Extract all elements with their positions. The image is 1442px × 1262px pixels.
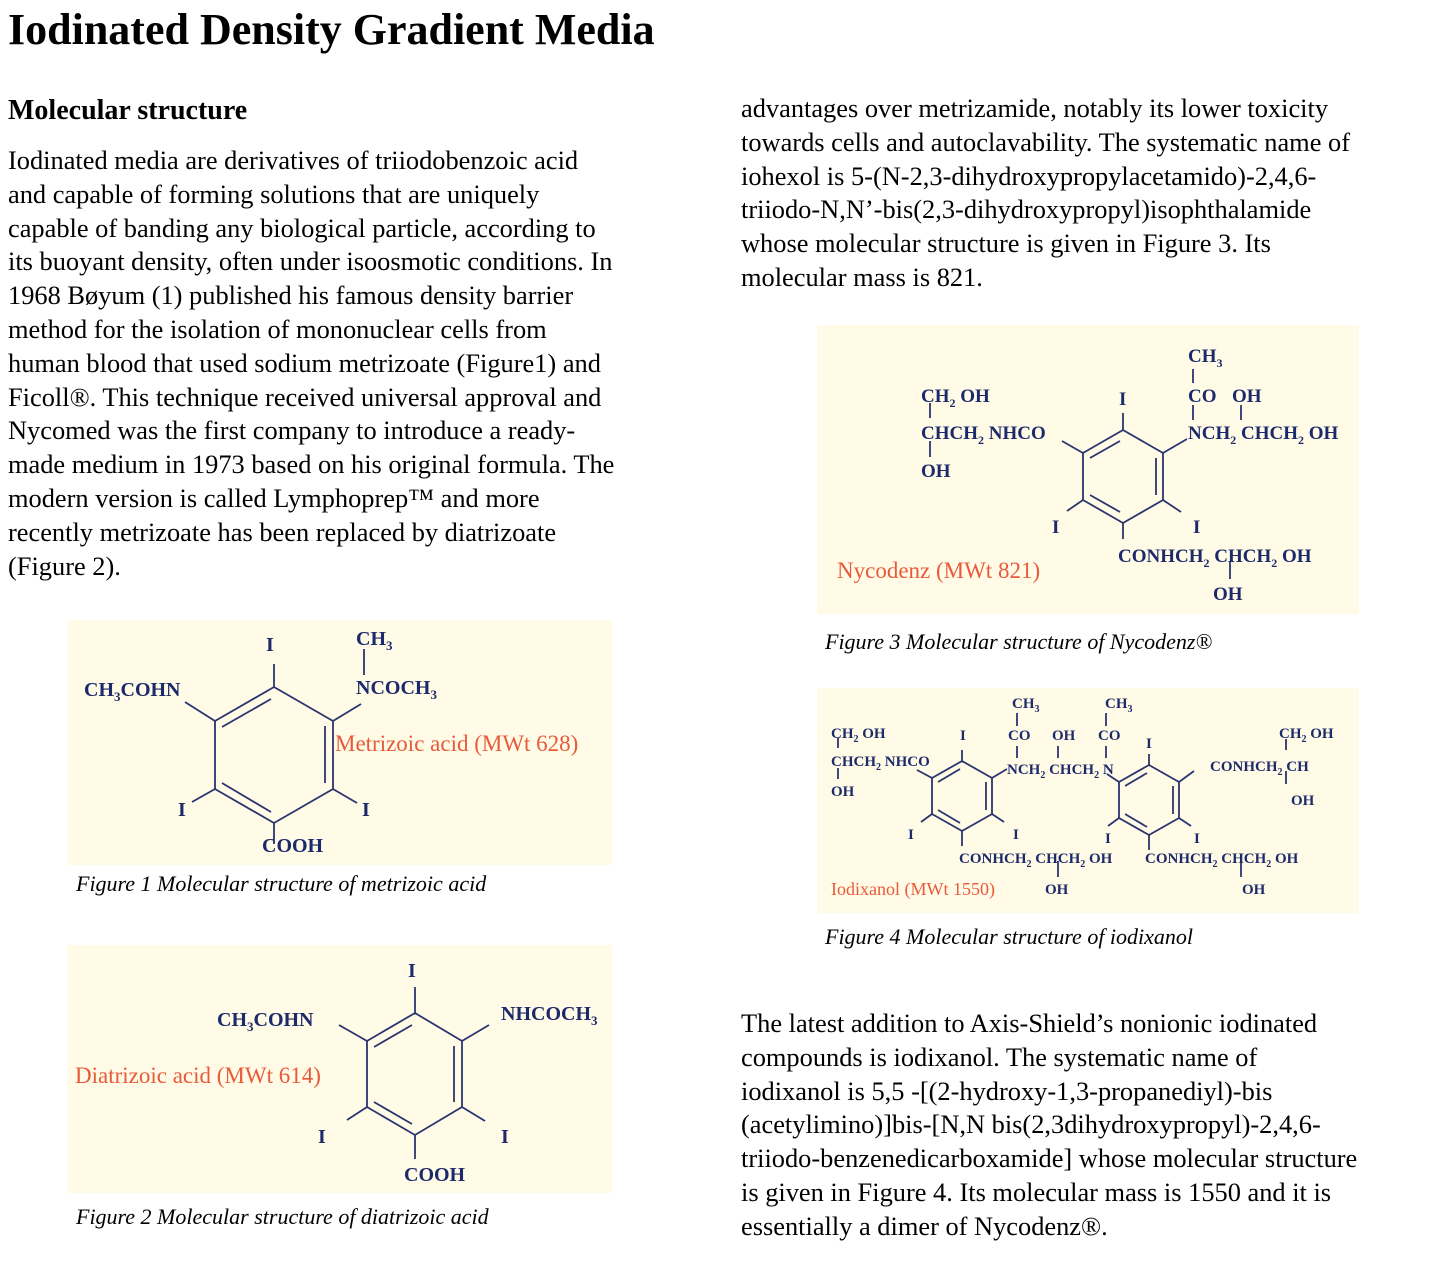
- iodine-label: I: [1146, 736, 1152, 752]
- iodine-label: I: [318, 1126, 326, 1148]
- carboxamide-chain-label: $CONHCH_2$ $CHCH_2$ OH: [959, 851, 1113, 870]
- amide-chain-label: $CHCH_2$ NHCO: [921, 423, 1046, 447]
- text-line: is given in Figure 4. Its molecular mass is 1550 and it is: [741, 1176, 1332, 1207]
- text-line: Nycomed was the first company to introduce a ready-: [8, 415, 576, 446]
- figure-1-caption: Figure 1 Molecular structure of metrizoic acid: [76, 871, 487, 896]
- hydroxymethyl-label: $CH_2$ OH: [831, 726, 886, 745]
- iodine-label: I: [501, 1126, 509, 1148]
- text-line: whose molecular structure is given in Figure 3. Its: [741, 228, 1271, 259]
- hydroxyl-label: OH: [1045, 882, 1069, 898]
- text-line: triiodo-N,N’-bis(2,3-dihydroxypropyl)isophthalamide: [741, 194, 1312, 225]
- substituent-bond: [1163, 500, 1181, 512]
- ring-double-bond: [1090, 441, 1120, 458]
- iodine-label: I: [266, 634, 274, 656]
- iodine-label: I: [1013, 827, 1019, 843]
- text-line: iohexol is 5-(N-2,3-dihydroxypropylacetamido)-2,4,6-: [741, 160, 1317, 191]
- text-line: recently metrizoate has been replaced by diatrizoate: [8, 516, 557, 547]
- acetamido-label: $CH_3COHN$: [84, 679, 181, 704]
- text-line: human blood that used sodium metrizoate (Figure1) and: [8, 347, 601, 378]
- ring-double-bond: [1125, 773, 1147, 786]
- carboxamide-chain-label: $CONHCH_2$ CH: [1210, 759, 1309, 778]
- text-line: Iodinated media are derivatives of triiodobenzoic acid: [8, 145, 579, 175]
- substituent-bond: [1067, 500, 1083, 511]
- hydroxymethyl-label: $CH_2$ OH: [921, 386, 990, 410]
- hydroxyl-label: OH: [1213, 584, 1243, 605]
- text-line: triiodo-benzenedicarboxamide] whose molecular structure: [741, 1143, 1358, 1174]
- iodine-label: I: [1193, 517, 1201, 538]
- substituent-bond: [1108, 818, 1119, 826]
- dihydroxypropyl-chain-label: $NCH_2$ $CHCH_2$ OH: [1188, 423, 1339, 447]
- hydroxyl-label: OH: [1291, 793, 1315, 809]
- iodine-label: I: [908, 827, 914, 843]
- substituent-bond: [917, 770, 932, 778]
- metrizoic-acid-structure: [67, 620, 612, 865]
- substituent-bond: [339, 1025, 367, 1041]
- text-line: (acetylimino)]bis-[N,N bis(2,3dihydroxypropyl)-2,4,6-: [741, 1109, 1321, 1140]
- carboxamide-chain-label: $CONHCH_2$ $CHCH_2$ OH: [1145, 851, 1299, 870]
- hydroxyl-label: OH: [1232, 386, 1262, 407]
- acetamido-label: $CH_3COHN$: [217, 1009, 314, 1034]
- text-line: its buoyant density, often under isoosmotic conditions. In: [8, 246, 613, 277]
- compound-name: Nycodenz (MWt 821): [837, 558, 1041, 583]
- substituent-bond: [462, 1107, 485, 1121]
- methylacetamido-label: $NCOCH_3$: [356, 677, 437, 702]
- text-line: towards cells and autoclavability. The systematic name of: [741, 126, 1350, 157]
- hydroxyl-label: OH: [1052, 728, 1076, 744]
- benzene-ring-left: [917, 750, 1007, 846]
- substituent-bond: [992, 769, 1007, 778]
- section-heading: Molecular structure: [8, 95, 248, 126]
- figure-4-caption: Figure 4 Molecular structure of iodixanol: [825, 924, 1194, 949]
- substituent-bond: [921, 814, 932, 822]
- ring-double-bond: [374, 1102, 412, 1124]
- methyl-label: $CH_3$: [1105, 696, 1133, 715]
- figure-2-diatrizoic-acid: [67, 945, 612, 1193]
- ring-double-bond: [1090, 495, 1120, 512]
- carboxamide-chain-label: $CONHCH_2$ $CHCH_2$ OH: [1118, 546, 1312, 570]
- text-line: advantages over metrizamide, notably its lower toxicity: [741, 93, 1329, 123]
- ring-double-bond: [938, 769, 960, 782]
- substituent-bond: [333, 789, 357, 803]
- carbonyl-label: CO: [1188, 386, 1217, 407]
- figure-4-iodixanol: [817, 688, 1359, 913]
- figure-3-nycodenz: [817, 325, 1359, 614]
- iodixanol-structure: [817, 688, 1359, 913]
- substituent-bond: [1163, 439, 1187, 453]
- page-title: Iodinated Density Gradient Media: [8, 5, 655, 54]
- compound-name: Iodixanol (MWt 1550): [831, 879, 995, 899]
- text-line: The latest addition to Axis-Shield’s nonionic iodinated: [741, 1008, 1318, 1038]
- compound-name: Metrizoic acid (MWt 628): [335, 731, 579, 756]
- text-line: 1968 Bøyum (1) published his famous density barrier: [8, 280, 574, 311]
- methyl-label: $CH_3$: [1188, 346, 1223, 370]
- carboxyl-label: COOH: [262, 835, 324, 857]
- carboxyl-label: COOH: [404, 1164, 466, 1186]
- hydroxyl-label: OH: [831, 784, 855, 800]
- text-line: compounds is iodixanol. The systematic name of: [741, 1041, 1258, 1072]
- substituent-bond: [992, 814, 1004, 822]
- text-line: modern version is called Lymphoprep™ and more: [8, 482, 540, 513]
- iohexol-paragraph: [741, 92, 1350, 295]
- figure-1-metrizoic-acid: [67, 620, 612, 865]
- ring-double-bond: [1125, 814, 1147, 827]
- substituent-bond: [462, 1025, 489, 1041]
- substituent-bond: [347, 1107, 367, 1120]
- substituent-bond: [1179, 818, 1191, 826]
- ring-bond: [1119, 765, 1179, 835]
- substituent-bond: [1062, 441, 1083, 453]
- amide-chain-label: $CHCH_2$ NHCO: [831, 754, 930, 773]
- iodine-label: I: [408, 960, 416, 982]
- hydroxyl-label: OH: [1242, 882, 1266, 898]
- compound-name: Diatrizoic acid (MWt 614): [75, 1063, 321, 1088]
- benzene-ring-right: [1107, 754, 1194, 850]
- substituent-bond: [185, 702, 215, 721]
- intro-paragraph: [8, 144, 614, 583]
- benzene-ring: [339, 987, 489, 1159]
- ring-bond: [367, 1013, 462, 1135]
- figure-2-caption: Figure 2 Molecular structure of diatrizoic acid: [76, 1204, 489, 1229]
- diatrizoic-acid-structure: [67, 945, 612, 1193]
- ring-bond: [1083, 430, 1163, 523]
- substituent-bond: [1179, 771, 1194, 782]
- figure-3-caption: Figure 3 Molecular structure of Nycodenz®: [825, 629, 1213, 654]
- hydroxyl-label: OH: [921, 461, 951, 482]
- iodixanol-paragraph: [741, 1007, 1357, 1244]
- iodine-label: I: [178, 799, 186, 821]
- ring-double-bond: [938, 810, 960, 823]
- acetamido-label: $NHCOCH_3$: [501, 1003, 598, 1028]
- iodine-label: I: [960, 728, 966, 744]
- text-line: method for the isolation of mononuclear cells from: [8, 313, 547, 344]
- iodine-label: I: [362, 799, 370, 821]
- text-line: Ficoll®. This technique received universal approval and: [8, 381, 602, 412]
- methyl-label: $CH_3$: [1012, 696, 1040, 715]
- ring-bond: [215, 687, 333, 823]
- iodine-label: I: [1052, 517, 1060, 538]
- text-line: molecular mass is 821.: [741, 261, 983, 292]
- text-line: capable of banding any biological particle, according to: [8, 212, 596, 243]
- text-line: (Figure 2).: [8, 550, 121, 581]
- text-line: essentially a dimer of Nycodenz®.: [741, 1210, 1108, 1241]
- iodine-label: I: [1194, 831, 1200, 847]
- text-line: and capable of forming solutions that are uniquely: [8, 178, 540, 209]
- carbonyl-label: CO: [1098, 728, 1121, 744]
- text-line: made medium in 1973 based on his original formula. The: [8, 449, 615, 480]
- substituent-bond: [192, 789, 215, 802]
- ring-bond: [932, 761, 992, 831]
- methyl-label: $CH_3$: [356, 628, 393, 653]
- nycodenz-structure: [817, 325, 1359, 614]
- text-line: iodixanol is 5,5 -[(2-hydroxy-1,3-propanediyl)-bis: [741, 1075, 1273, 1106]
- substituent-bond: [333, 704, 361, 721]
- hydroxymethyl-label: $CH_2$ OH: [1279, 726, 1334, 745]
- ring-double-bond: [374, 1025, 412, 1047]
- carbonyl-label: CO: [1008, 728, 1031, 744]
- iodine-label: I: [1119, 389, 1127, 410]
- iodine-label: I: [1105, 831, 1111, 847]
- bridge-chain-label: $NCH_2$ $CHCH_2$ N: [1007, 762, 1114, 781]
